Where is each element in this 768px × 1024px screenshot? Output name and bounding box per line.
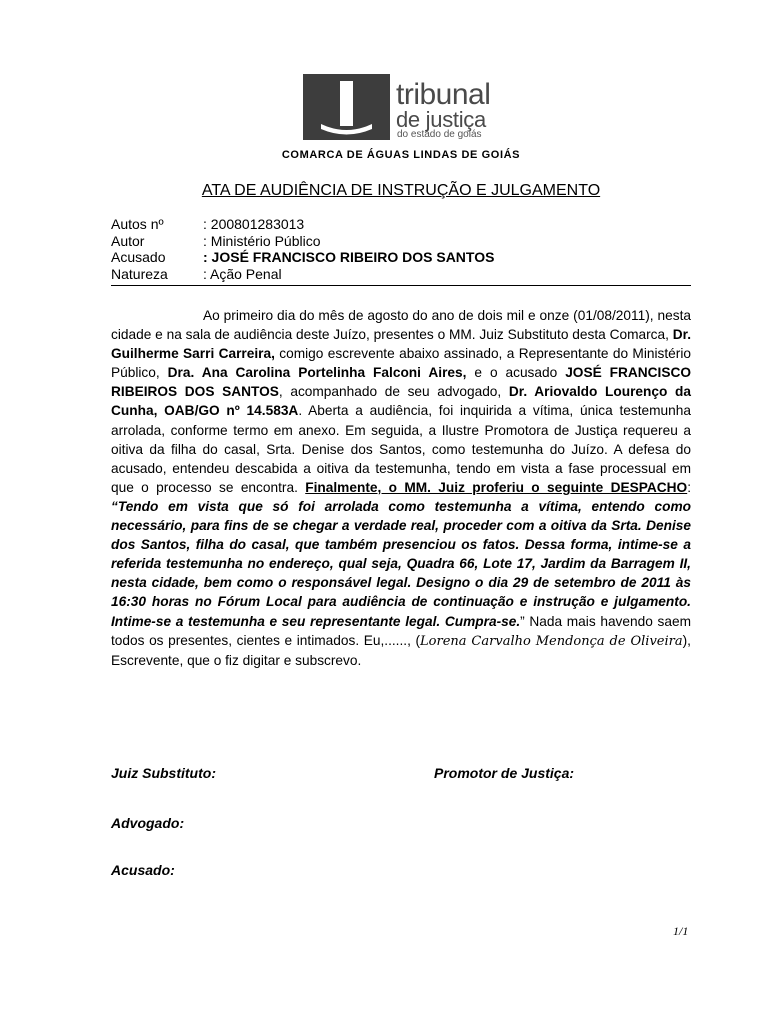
minutes-paragraph	[111, 306, 691, 670]
text-segment: ), Escrevente, que o fiz digitar e subscrevo.	[111, 632, 691, 668]
court-logo	[303, 74, 499, 140]
signature-prosecutor: Promotor de Justiça:	[434, 765, 575, 781]
text-segment: ” Nada mais havendo saem todos os presentes, cientes e intimados. Eu,......, (	[111, 613, 691, 648]
text-segment: Ao primeiro dia do mês de agosto do ano de dois mil e onze (01/08/2011), nesta cidade e na sala de audiência deste Juízo, presentes o MM. Juiz Substituto desta Comarca,	[111, 308, 691, 343]
case-label: Natureza	[111, 265, 168, 282]
comarca-heading: COMARCA DE ÁGUAS LINDAS DE GOIÁS	[281, 149, 521, 161]
case-row-natureza	[111, 266, 691, 283]
prosecutor-name: Dra. Ana Carolina Portelinha Falconi Aires,	[167, 365, 467, 381]
judge-name: Dr. Guilherme Sarri Carreira,	[111, 327, 691, 362]
case-label: Acusado	[111, 249, 166, 265]
hearing-minutes-text	[111, 306, 691, 670]
page-number: 1/1	[673, 924, 689, 938]
case-value: : 200801283013	[203, 216, 305, 232]
logo-text-estado: do estado de goiás	[397, 129, 482, 140]
case-value: : JOSÉ FRANCISCO RIBEIRO DOS SANTOS	[203, 249, 495, 265]
case-label: Autor	[111, 232, 145, 249]
case-value: : Ação Penal	[203, 265, 282, 282]
text-segment: , acompanhado de seu advogado,	[278, 384, 509, 400]
signature-accused: Acusado:	[111, 862, 175, 878]
case-row-acusado	[111, 249, 691, 266]
case-label: Autos nº	[111, 216, 164, 232]
text-segment: e o acusado	[466, 365, 566, 381]
document-title: ATA DE AUDIÊNCIA DE INSTRUÇÃO E JULGAMENTO	[201, 182, 601, 199]
signature-judge: Juiz Substituto:	[111, 765, 216, 781]
accused-name: JOSÉ FRANCISCO RIBEIROS DOS SANTOS	[111, 365, 692, 400]
text-segment: :	[687, 479, 692, 495]
case-row-autor	[111, 233, 691, 250]
text-segment: comigo escrevente abaixo assinado, a Representante do Ministério Público,	[111, 346, 691, 381]
logo-text-tribunal: tribunal	[396, 78, 491, 111]
case-info	[111, 216, 691, 282]
text-segment: . Aberta a audiência, foi inquirida a vítima, única testemunha arrolada, conforme termo em anexo. Em seguida, a Ilustre Promotora de Justiça requereu a oitiva da filha do casal, Srta. Denise dos Santos, como testemunha do Juízo. A defesa do acusado, entendeu descabida a oitiva da testemunha, tendo em vista a fase processual em que o processo se encontra.	[111, 403, 691, 495]
case-value: : Ministério Público	[203, 232, 321, 249]
case-row-autos	[111, 216, 691, 233]
signature-lawyer: Advogado:	[111, 815, 185, 831]
logo-text-de-justica: de justiça	[396, 107, 486, 132]
despacho-text: “Tendo em vista que só foi arrolada como testemunha a vítima, entendo como necessário, para fins de se chegar a verdade real, proceder com a oitiva da Srta. Denise dos Santos, filha do casal, que também presenciou os fatos. Dessa forma, intime-se a referida testemunha no endereço, qual seja, Quadra 66, Lote 17, Jardim da Barragem II, nesta cidade, bem como o responsável legal. Designo o dia 29 de setembro de 2011 às 16:30 horas no Fórum Local para audiência de continuação e instrução e julgamento. Intime-se a testemunha e seu representante legal. Cumpra-se.	[111, 498, 691, 629]
court-emblem-icon	[303, 74, 390, 140]
lawyer-name: Dr. Ariovaldo Lourenço da Cunha, OAB/GO nº 14.583A	[111, 384, 691, 419]
clerk-name: Lorena Carvalho Mendonça de Oliveira	[420, 633, 683, 649]
despacho-intro: Finalmente, o MM. Juiz proferiu o seguinte DESPACHO	[305, 479, 688, 495]
header-divider	[111, 285, 691, 286]
